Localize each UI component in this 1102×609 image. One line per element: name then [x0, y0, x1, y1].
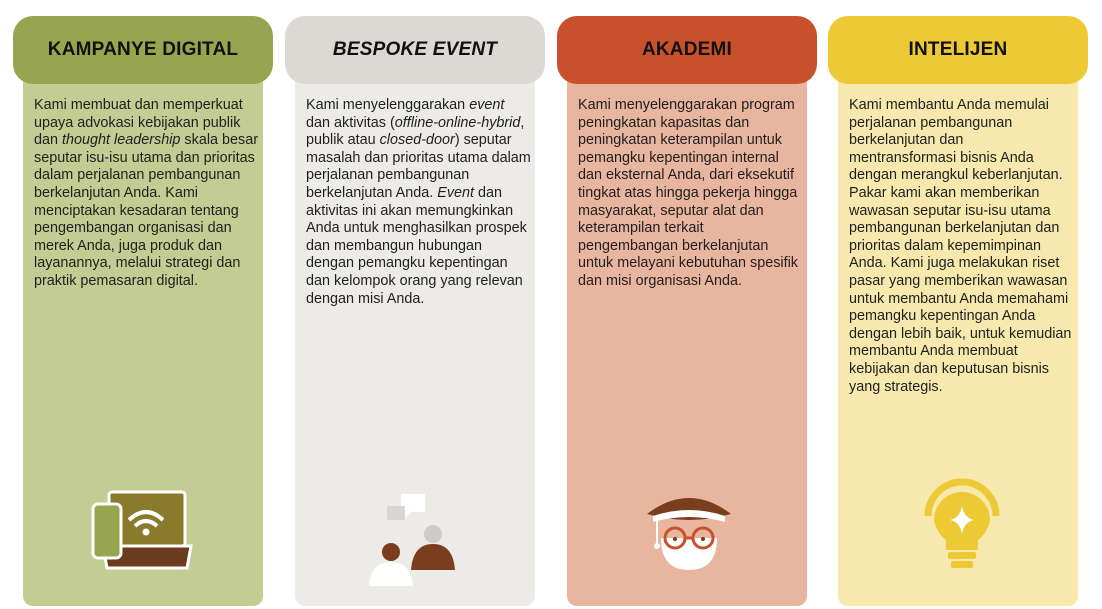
card-description: Kami membantu Anda memulai perjalanan pembangunan berkelanjutan dan mentransformasi bisnis Anda dengan merangkul keberlanjutan. Pakar kami akan memberikan wawasan seputar isu-isu utama pembangunan berkelanjutan dan prioritas dalam kepemimpinan Anda. Kami juga melakukan riset pasar yang memberikan wawasan untuk membantu Anda memahami pemangku kepentingan Anda dengan lebih baik, untuk kemudian membantu Anda membuat kebijakan dan keputusan bisnis yang strategis.: [849, 97, 1072, 395]
laptop-phone-wifi-icon: [89, 488, 193, 576]
graduate-head-icon: [641, 486, 737, 586]
people-conversation-icon: [365, 492, 465, 592]
card-title: INTELIJEN: [828, 16, 1088, 84]
card-description: Kami membuat dan memperkuat upaya advokasi kebijakan publik dan thought leadership skala besar seputar isu-isu utama dan prioritas dalam perjalanan pembangunan berkelanjutan Anda. Kami menciptakan kesadaran tentang pengembangan organisasi dan merek Anda, juga produk dan layanannya, melalui strategi dan praktik pemasaran digital.: [34, 97, 259, 289]
card-description: Kami menyelenggarakan event dan aktivitas (offline-online-hybrid, publik atau closed-door) seputar masalah dan prioritas utama dalam perjalanan pembangunan berkelanjutan Anda. Event dan aktivitas ini akan memungkinkan Anda untuk menghasilkan prospek dan membangun hubungan dengan pemangku kepentingan dan kelompok orang yang relevan dengan misi Anda.: [306, 97, 531, 307]
card-intelijen: [828, 16, 1088, 606]
card-bespoke-event: [285, 16, 545, 606]
card-title: KAMPANYE DIGITAL: [13, 16, 273, 84]
card-title: BESPOKE EVENT: [285, 16, 545, 84]
card-description: Kami menyelenggarakan program peningkatan kapasitas dan peningkatan keterampilan untuk pemangku kepentingan internal dan eksternal Anda, dari eksekutif tingkat atas hingga pekerja hingga masyarakat, seputar alat dan keterampilan terkait pengembangan berkelanjutan untuk melayani kebutuhan spesifik dan misi organisasi Anda.: [578, 97, 798, 289]
lightbulb-sparkle-icon: [922, 476, 1002, 586]
card-akademi: [557, 16, 817, 606]
card-kampanye-digital: [13, 16, 273, 606]
card-title: AKADEMI: [557, 16, 817, 84]
